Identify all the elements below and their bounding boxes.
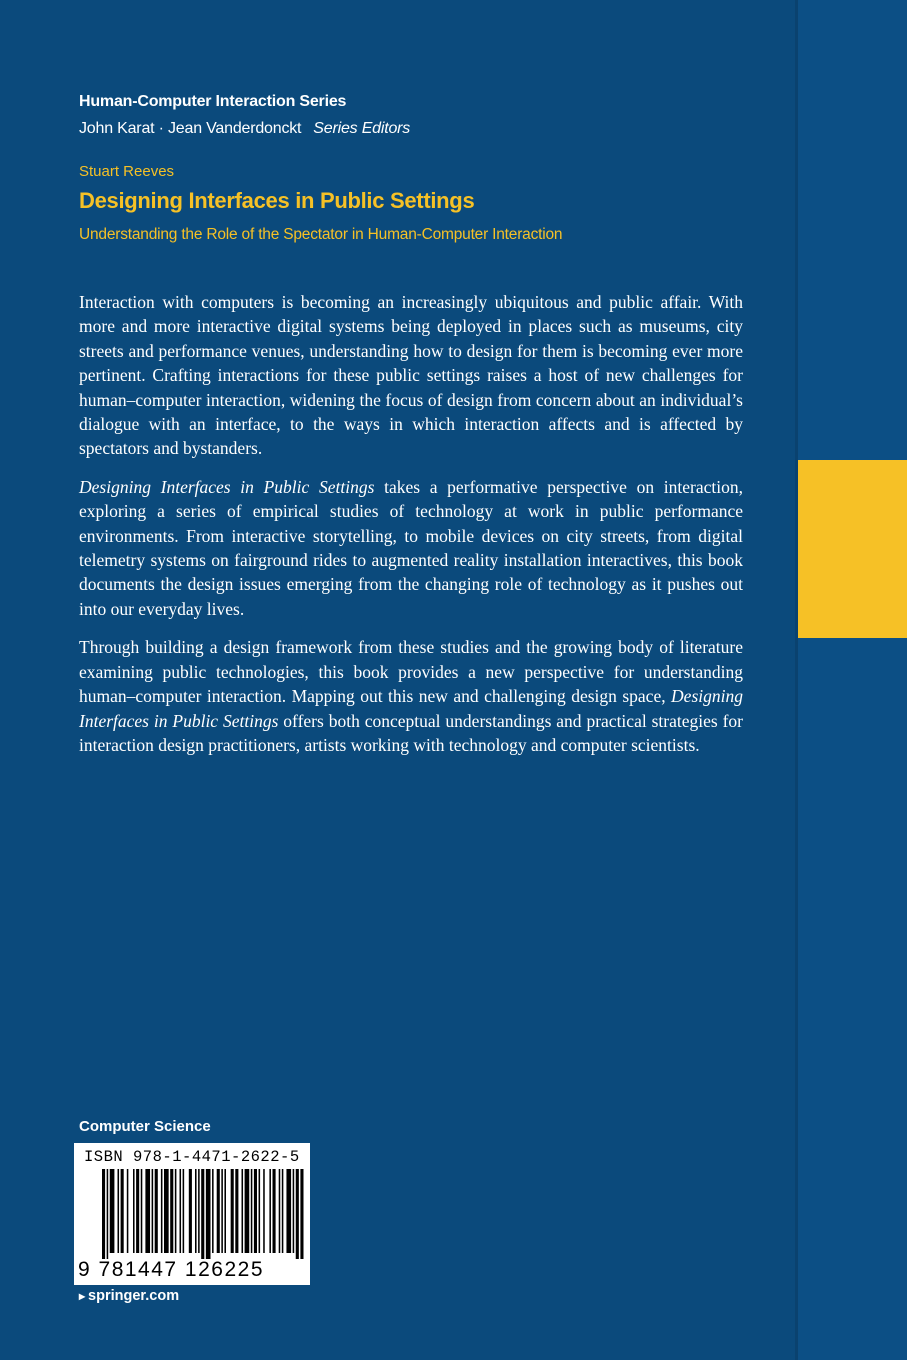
cover-side-strip xyxy=(798,0,907,1360)
description-paragraph-3 xyxy=(79,635,743,757)
barcode-bar xyxy=(251,1169,253,1253)
subject-category: Computer Science xyxy=(79,1118,211,1135)
book-title: Designing Interfaces in Public Settings xyxy=(79,188,475,213)
barcode-bar xyxy=(254,1169,257,1253)
barcode-bar xyxy=(170,1169,173,1253)
barcode-bar xyxy=(102,1169,105,1259)
barcode-bar xyxy=(145,1169,150,1253)
arrow-icon: ▸ xyxy=(79,1289,86,1303)
barcode-bar xyxy=(245,1169,250,1253)
barcode-bar xyxy=(189,1169,192,1253)
barcode-digits: 9 781447 126225 xyxy=(78,1258,264,1281)
barcode-bar xyxy=(164,1169,169,1253)
website-label: springer.com xyxy=(88,1288,180,1304)
barcode-bar xyxy=(206,1169,211,1259)
barcode-bar xyxy=(107,1169,109,1259)
barcode-bar xyxy=(201,1169,204,1259)
description-paragraph-1: Interaction with computers is becoming an increasingly ubiquitous and public affair. With more and more interactive digital systems being deployed in places such as museums, city streets and performance venues, understanding how to design for them is becoming ever more pertinent. Crafting interactions for these public settings raises a host of new challenges for human–computer interaction, widening the focus of design from concern about an individual’s dialogue with an interface, to the ways in which interaction affects and is affected by spectators and bystanders. xyxy=(79,292,743,459)
barcode-bar xyxy=(296,1169,299,1259)
barcode-bar xyxy=(198,1169,200,1253)
barcode-bar xyxy=(121,1169,124,1253)
barcode-bar xyxy=(231,1169,234,1253)
barcode-bar xyxy=(242,1169,244,1253)
series-title: Human-Computer Interaction Series xyxy=(79,93,347,110)
barcode-bar xyxy=(118,1169,120,1253)
barcode-bar xyxy=(155,1169,158,1253)
book-author: Stuart Reeves xyxy=(79,163,175,180)
publisher-website[interactable] xyxy=(79,1288,179,1304)
barcode-bar xyxy=(273,1169,276,1253)
barcode-bar xyxy=(279,1169,281,1253)
barcode-bar xyxy=(183,1169,185,1253)
barcode-bar xyxy=(175,1169,177,1253)
barcode-bar xyxy=(217,1169,220,1253)
barcode-bar xyxy=(300,1169,303,1259)
barcode-bar xyxy=(180,1169,182,1253)
barcode-bar xyxy=(141,1169,143,1253)
barcode-bar xyxy=(195,1169,197,1253)
paragraph-2-text: takes a performative perspective on interaction, exploring a series of empirical studies of technology at work in public performance environments. From interactive storytelling, to mobile devices on city streets, from digital telemetry systems on fairground rides to augmented reality installation interactives, this book documents the design issues emerging from the changing role of technology as it pushes out into our everyday lives. xyxy=(79,476,744,619)
book-title-italic: Designing Interfaces in Public Settings xyxy=(79,476,375,497)
barcode-bar xyxy=(224,1169,226,1253)
barcode-bar xyxy=(127,1169,129,1253)
barcode-bar xyxy=(152,1169,154,1253)
barcode-bar xyxy=(212,1169,214,1253)
isbn-barcode xyxy=(74,1143,310,1285)
barcode-bar xyxy=(221,1169,223,1253)
barcode-bar xyxy=(133,1169,135,1253)
isbn-label: ISBN 978-1-4471-2622-5 xyxy=(84,1148,300,1166)
barcode-bar xyxy=(293,1169,295,1253)
description-paragraph-2 xyxy=(79,475,743,621)
barcode-bar xyxy=(161,1169,163,1253)
barcode-bar xyxy=(259,1169,261,1253)
barcode-bars xyxy=(74,1169,310,1259)
barcode-bar xyxy=(286,1169,291,1253)
barcode-bar xyxy=(235,1169,238,1253)
paragraph-3-text-start: Through building a design framework from these studies and the growing body of literature examining public technologies, this book provides a new perspective for understanding human–computer interaction. Mapping out this new and challenging design space, xyxy=(79,637,743,707)
book-subtitle: Understanding the Role of the Spectator in Human-Computer Interaction xyxy=(79,226,563,243)
book-title-italic: Designing Interfaces in Public Settings xyxy=(79,686,743,731)
barcode-bar xyxy=(282,1169,284,1253)
series-editors xyxy=(79,120,410,138)
barcode-bar xyxy=(269,1169,271,1253)
yellow-accent-block xyxy=(798,460,907,638)
barcode-bar xyxy=(136,1169,139,1253)
editors-names: John Karat · Jean Vanderdonckt xyxy=(79,120,302,137)
barcode-bar xyxy=(110,1169,115,1253)
book-description xyxy=(79,290,743,771)
barcode-bar xyxy=(263,1169,265,1253)
editors-role: Series Editors xyxy=(313,120,411,137)
paragraph-3-text-end: offers both conceptual understandings and practical strategies for interaction design practitioners, artists working with technology and computer scientists. xyxy=(79,710,743,755)
